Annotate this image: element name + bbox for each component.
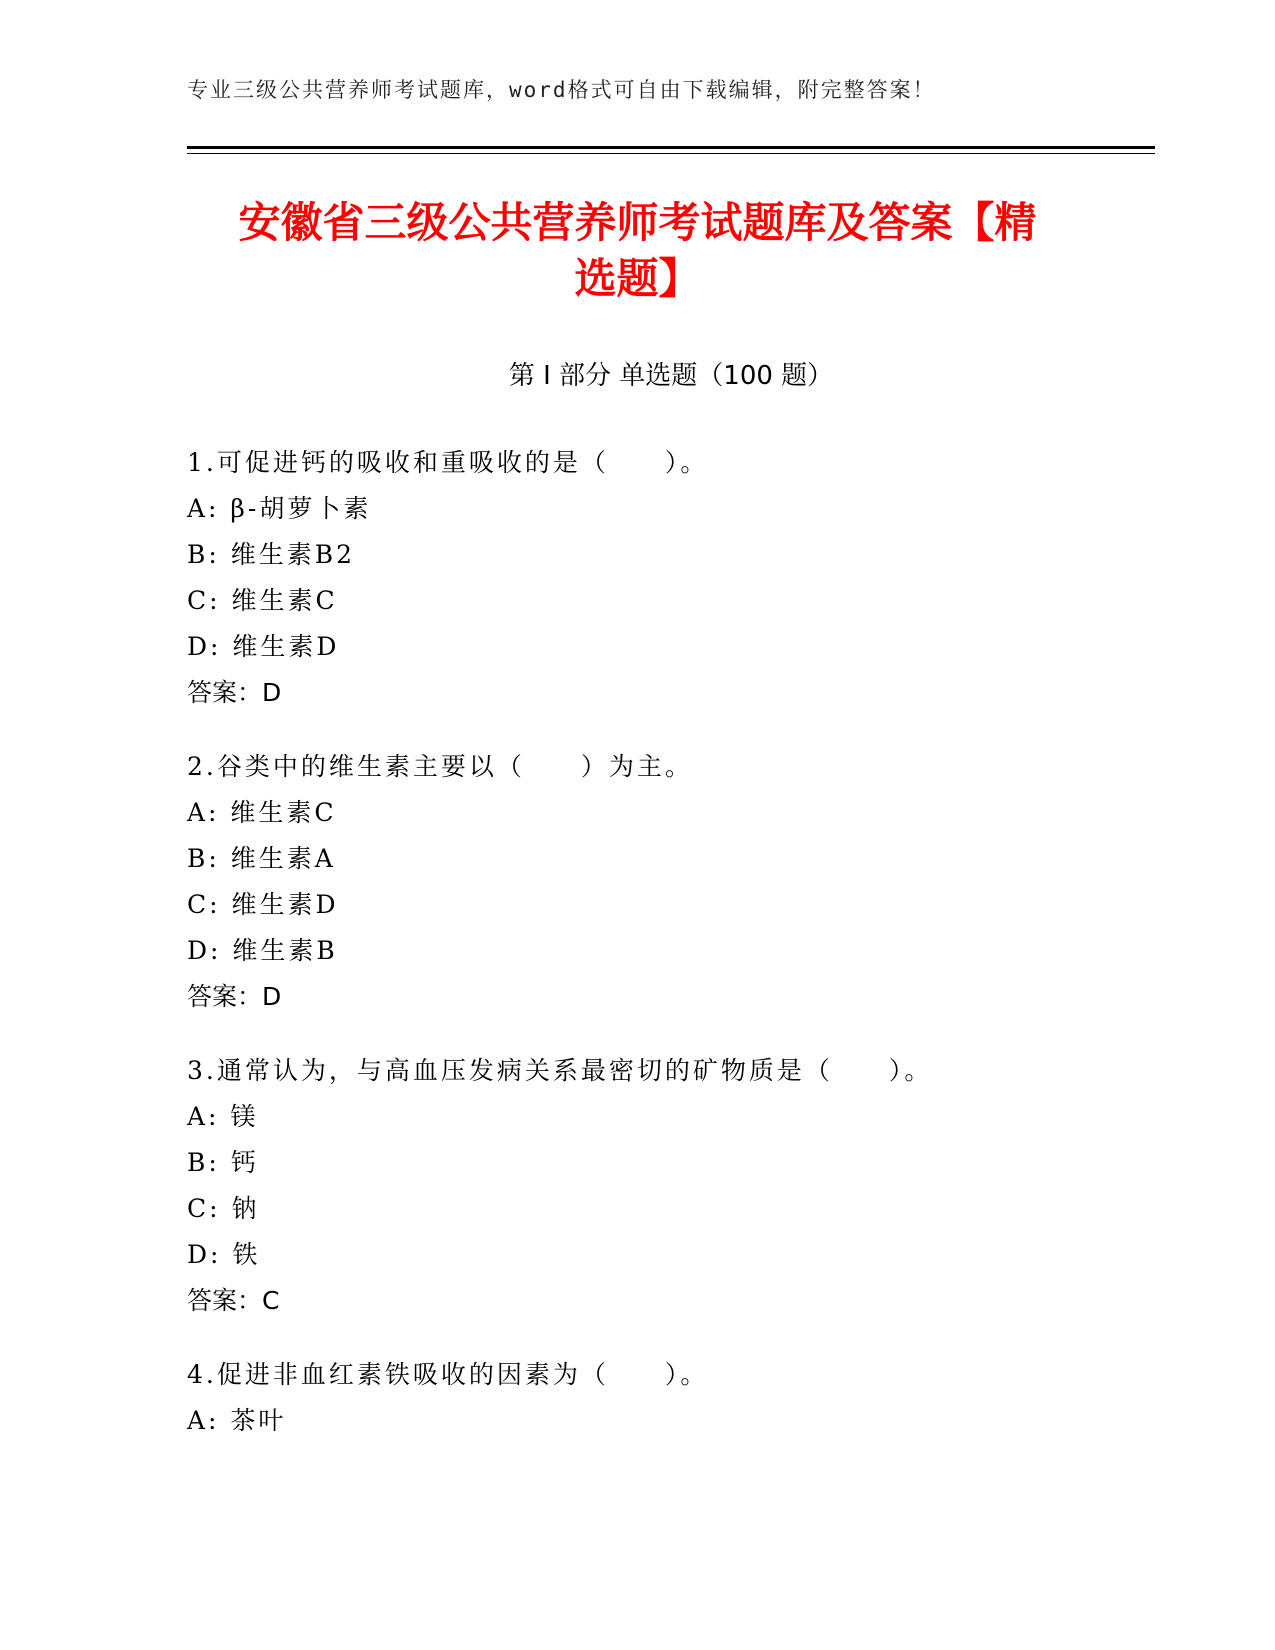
section-title: 第 I 部分 单选题（100 题） — [508, 361, 834, 391]
question-stem: 3.通常认为，与高血压发病关系最密切的矿物质是（ ）。 — [187, 1056, 933, 1085]
question-3 — [187, 1048, 1155, 1324]
header-rule-thick — [187, 146, 1155, 149]
question-4 — [187, 1352, 1155, 1444]
question-list — [187, 440, 1155, 1472]
option-b: B: 维生素B2 — [187, 540, 356, 569]
question-stem: 2.谷类中的维生素主要以（ ）为主。 — [187, 752, 693, 781]
option-d: D: 铁 — [187, 1240, 261, 1269]
option-b: B: 钙 — [187, 1148, 259, 1177]
question-2 — [187, 744, 1155, 1020]
option-c: C: 钠 — [187, 1194, 260, 1223]
option-a: A: 镁 — [187, 1102, 259, 1131]
question-stem: 4.促进非血红素铁吸收的因素为（ ）。 — [187, 1360, 709, 1389]
option-a: A: 维生素C — [187, 798, 337, 827]
option-a: A: 茶叶 — [187, 1406, 287, 1435]
answer: 答案：D — [187, 982, 282, 1011]
option-a: A: β-胡萝卜素 — [187, 494, 372, 523]
page-header: 专业三级公共营养师考试题库，word格式可自由下载编辑，附完整答案！ — [187, 78, 936, 102]
header-rule-thin — [187, 153, 1155, 154]
answer: 答案：D — [187, 678, 282, 707]
answer: 答案：C — [187, 1286, 280, 1315]
option-d: D: 维生素B — [187, 936, 338, 965]
document-title-line-1: 安徽省三级公共营养师考试题库及答案【精 — [238, 198, 1037, 247]
question-1 — [187, 440, 1155, 716]
option-d: D: 维生素D — [187, 632, 340, 661]
option-c: C: 维生素C — [187, 586, 338, 615]
option-c: C: 维生素D — [187, 890, 339, 919]
document-title-line-2: 选题】 — [574, 254, 701, 303]
question-stem: 1.可促进钙的吸收和重吸收的是（ ）。 — [187, 448, 709, 477]
document-title — [150, 195, 1125, 307]
option-b: B: 维生素A — [187, 844, 336, 873]
